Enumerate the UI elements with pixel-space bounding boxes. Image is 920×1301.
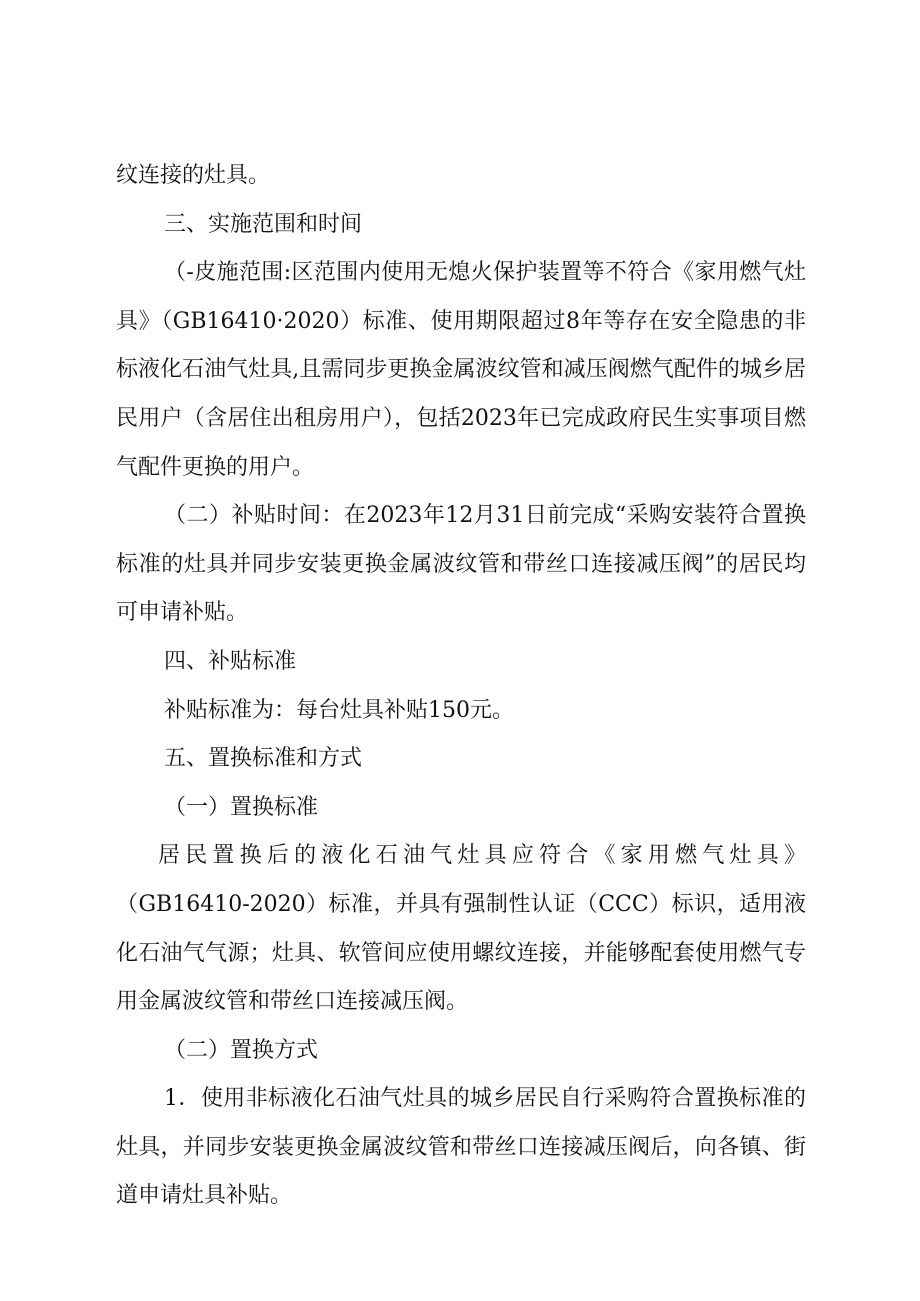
paragraph-scope: （-皮施范围:区范围内使用无熄火保护装置等不符合《家用燃气灶具》（GB16410·2020）标准、使用期限超过8年等存在安全隐患的非标液化石油气灶具,且需同步更换金属波纹管和减压阀燃气配件的城乡居民用户（含居住出租房用户），包括2023年已完成政府民生实事项目燃气配件更换的用户。	[116, 260, 806, 480]
paragraph-subsidy-time: （二）补贴时间：在2023年12月31日前完成“采购安装符合置换标准的灶具并同步安装更换金属波纹管和带丝口连接减压阀”的居民均可申请补贴。	[116, 503, 806, 626]
section-heading-scope-time: 三、实施范围和时间	[164, 211, 363, 237]
paragraph-replacement-method-1: 1．使用非标液化石油气灶具的城乡居民自行采购符合置换标准的灶具，并同步安装更换金属波纹管和带丝口连接减压阀后，向各镇、街道申请灶具补贴。	[116, 1086, 806, 1209]
document-body	[116, 152, 806, 1221]
subheading-replacement-standard: （一）置换标准	[164, 794, 319, 820]
paragraph-subsidy-amount: 补贴标准为：每台灶具补贴150元。	[164, 697, 514, 723]
section-heading-subsidy-standard: 四、补贴标准	[164, 648, 297, 674]
paragraph-continuation: 纹连接的灶具。	[116, 163, 271, 188]
paragraph-replacement-standard: 居民置换后的液化石油气灶具应符合《家用燃气灶具》（GB16410-2020）标准，并具有强制性认证（CCC）标识，适用液化石油气气源；灶具、软管间应使用螺纹连接，并能够配套使用燃气专用金属波纹管和带丝口连接减压阀。	[116, 843, 806, 1015]
section-heading-replacement: 五、置换标准和方式	[164, 746, 363, 772]
subheading-replacement-method: （二）置换方式	[164, 1037, 319, 1063]
